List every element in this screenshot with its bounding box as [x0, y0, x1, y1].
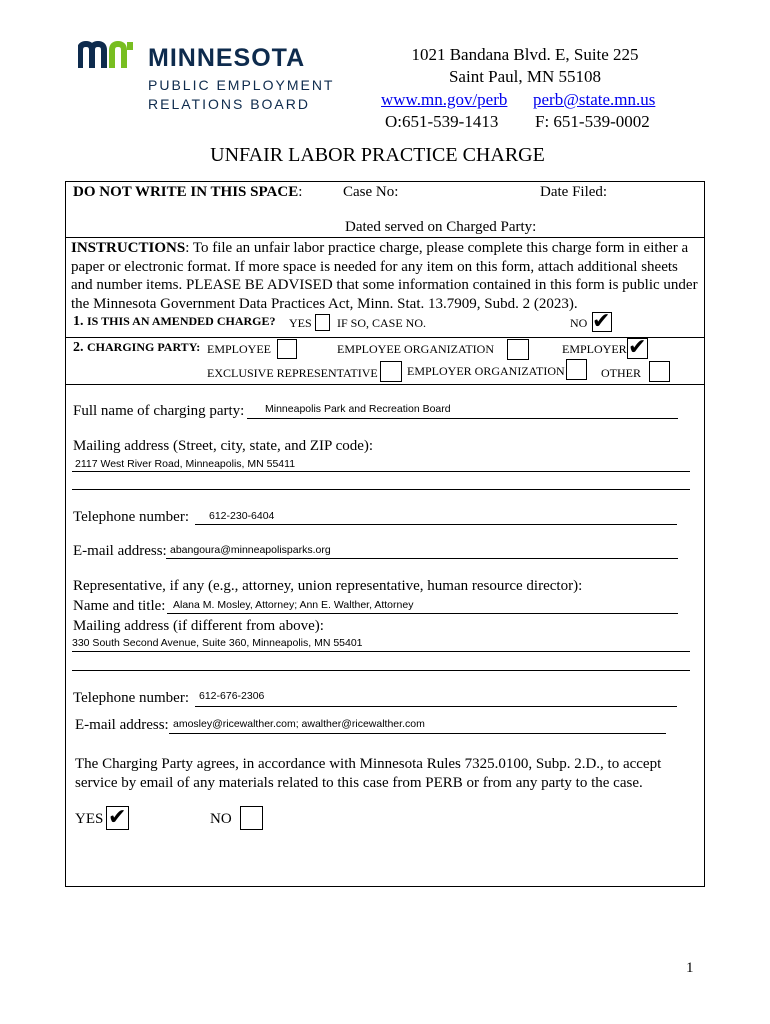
party-name-line [247, 418, 678, 419]
logo-title: MINNESOTA [148, 44, 306, 72]
address-line2: Saint Paul, MN 55108 [448, 67, 602, 86]
party-address-value[interactable]: 2117 West River Road, Minneapolis, MN 55411 [75, 458, 296, 470]
service-yes-label: YES [75, 811, 104, 827]
rep-name-value[interactable]: Alana M. Mosley, Attorney; Ann E. Walther, Attorney [173, 599, 414, 611]
rep-phone-line [195, 706, 677, 707]
date-filed-label: Date Filed: [540, 184, 608, 200]
q2-exclusive-rep-checkbox[interactable] [380, 361, 402, 382]
q2-employer-checkbox[interactable] [627, 335, 648, 360]
office-phone: O:651-539-1413 [385, 112, 499, 131]
rep-email-label: E-mail address: [75, 717, 169, 733]
party-address-label: Mailing address (Street, city, state, and ZIP code): [73, 438, 374, 454]
page-number: 1 [686, 960, 694, 976]
q2-other-label: OTHER [601, 366, 641, 380]
divider-office-use [65, 237, 705, 238]
office-use-label: DO NOT WRITE IN THIS SPACE: [73, 184, 303, 200]
q2-other-checkbox[interactable] [649, 361, 670, 382]
party-email-value[interactable]: abangoura@minneapolisparks.org [170, 544, 331, 556]
rep-name-label: Name and title: [73, 598, 166, 614]
checkmark-icon: ✔ [108, 805, 127, 830]
party-address-line2 [72, 489, 690, 490]
logo-subtitle-line1: PUBLIC EMPLOYMENT [148, 77, 335, 93]
q1-label: 1. IS THIS AN AMENDED CHARGE? [73, 314, 276, 329]
q2-employee-checkbox[interactable] [277, 339, 297, 359]
q2-employer-org-label: EMPLOYER ORGANIZATION [407, 364, 565, 378]
party-email-line [166, 558, 678, 559]
rep-phone-label: Telephone number: [73, 690, 189, 706]
party-name-value[interactable]: Minneapolis Park and Recreation Board [265, 403, 451, 415]
q2-employee-label: EMPLOYEE [207, 342, 271, 356]
rep-phone-value[interactable]: 612-676-2306 [199, 690, 265, 702]
service-yes-checkbox[interactable] [106, 806, 129, 830]
q1-no-checkbox[interactable] [592, 309, 612, 334]
q2-employer-org-checkbox[interactable] [566, 359, 587, 380]
party-name-label: Full name of charging party: [73, 403, 245, 419]
q1-no-label: NO [570, 316, 588, 330]
q1-yes-label: YES [289, 316, 312, 330]
service-no-checkbox[interactable] [240, 806, 263, 830]
case-no-label: Case No: [343, 184, 399, 200]
party-email-label: E-mail address: [73, 543, 167, 559]
q2-exclusive-rep-label: EXCLUSIVE REPRESENTATIVE [207, 366, 378, 380]
q2-employee-org-checkbox[interactable] [507, 339, 529, 360]
rep-address-value[interactable]: 330 South Second Avenue, Suite 360, Minneapolis, MN 55401 [72, 637, 363, 649]
rep-address-line1 [72, 651, 690, 652]
rep-address-label: Mailing address (if different from above): [73, 618, 324, 634]
rep-address-line2 [72, 670, 690, 671]
rep-name-line [167, 613, 678, 614]
divider-q1 [65, 337, 705, 338]
website-link[interactable]: www.mn.gov/perb [381, 90, 508, 109]
q2-employer-label: EMPLOYER [562, 342, 627, 356]
party-address-line1 [72, 471, 690, 472]
q1-case-no-label: IF SO, CASE NO. [337, 316, 427, 330]
q2-employee-org-label: EMPLOYEE ORGANIZATION [337, 342, 494, 356]
party-phone-value[interactable]: 612-230-6404 [209, 510, 275, 522]
divider-q2 [65, 384, 705, 385]
fax-number: F: 651-539-0002 [535, 112, 650, 131]
minnesota-logo-mark [78, 40, 136, 70]
party-phone-line [195, 524, 677, 525]
instructions-text: : To file an unfair labor practice charge, please complete this charge form in either a paper or electronic format. If more space is needed for any item on this form, attach additional sheets and number items. PLEASE BE ADVISED that some information contained in this form is public under the Minnesota Government Data Practices Act, Minn. Stat. 13.7909, Subd. 2 (2023). [71, 240, 698, 312]
checkmark-icon: ✔ [592, 309, 611, 334]
dated-served-label: Dated served on Charged Party: [345, 219, 537, 235]
rep-email-line [169, 733, 666, 734]
email-link[interactable]: perb@state.mn.us [533, 90, 656, 109]
instructions-block [71, 239, 701, 313]
logo-subtitle-line2: RELATIONS BOARD [148, 96, 310, 112]
service-agreement-text: The Charging Party agrees, in accordance with Minnesota Rules 7325.0100, Subp. 2.D., to accept service by email of any materials related to this case from PERB or from any party to the case. [75, 756, 662, 791]
address-line1: 1021 Bandana Blvd. E, Suite 225 [411, 45, 639, 64]
rep-email-value[interactable]: amosley@ricewalther.com; awalther@ricewalther.com [173, 718, 425, 730]
party-phone-label: Telephone number: [73, 509, 189, 525]
service-no-label: NO [210, 811, 232, 827]
q1-yes-checkbox[interactable] [315, 314, 330, 331]
form-title: UNFAIR LABOR PRACTICE CHARGE [210, 144, 545, 166]
q2-label: 2. CHARGING PARTY: [73, 340, 201, 355]
checkmark-icon: ✔ [628, 335, 647, 360]
rep-heading: Representative, if any (e.g., attorney, union representative, human resource director): [73, 578, 583, 594]
instructions-label: INSTRUCTIONS [71, 240, 186, 256]
